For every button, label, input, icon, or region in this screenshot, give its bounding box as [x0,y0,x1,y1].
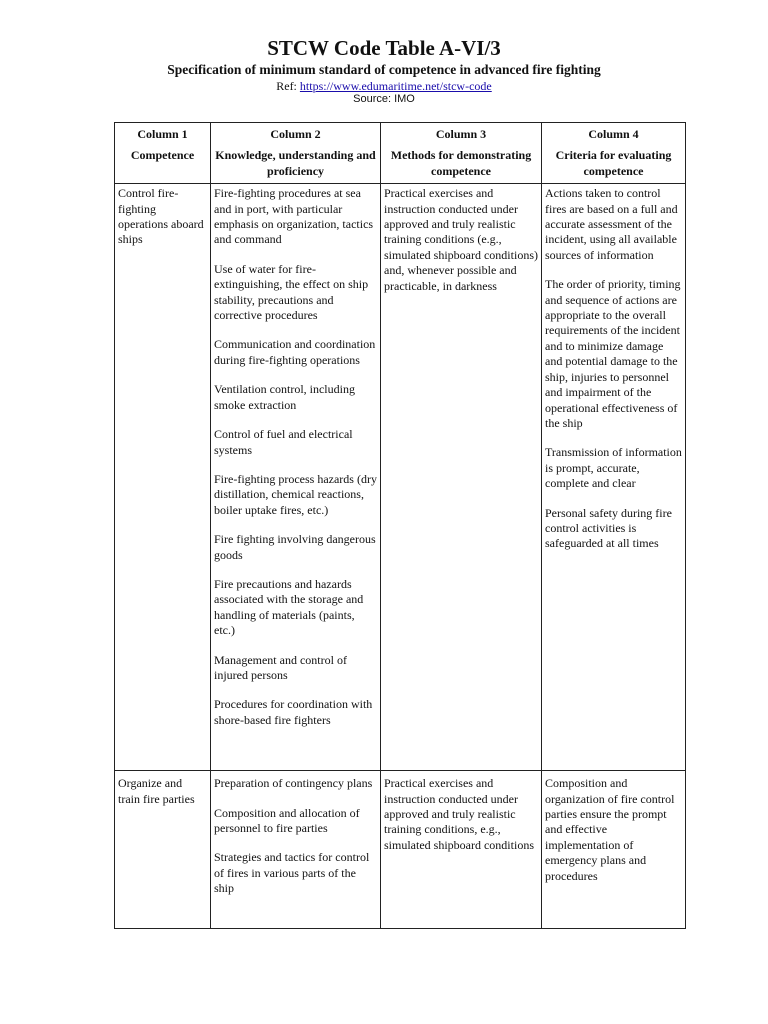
competence-text: Control fire-fighting operations aboard ships [118,186,204,247]
table-row [115,184,686,771]
criteria-item: Actions taken to control fires are based on a full and accurate assessment of the incident, using all available sources of information [545,186,678,262]
methods-text: Practical exercises and instruction conducted under approved and truly realistic training conditions, e.g., simulated shipboard conditions [384,776,534,852]
knowledge-item: Procedures for coordination with shore-based fire fighters [214,697,373,727]
knowledge-item: Control of fuel and electrical systems [214,427,353,457]
competence-text: Organize and train fire parties [118,776,195,806]
methods-cell [381,184,542,771]
criteria-item: The order of priority, timing and sequence of actions are appropriate to the overall requirements of the incident and to minimize damage and potential damage to the ship, injuries to personnel and impairment of the operational effectiveness of the ship [545,277,681,430]
column-3-heading: Methods for demonstrating competence [381,146,542,183]
document-title: STCW Code Table A-VI/3 [267,36,501,60]
ref-label: Ref: [276,79,297,93]
column-2-caption: Column 2 [211,123,381,147]
table-row [115,771,686,929]
knowledge-item: Fire precautions and hazards associated with the storage and handling of materials (paints, etc.) [214,576,364,638]
criteria-item: Transmission of information is prompt, accurate, complete and clear [545,445,682,491]
knowledge-item: Strategies and tactics for control of fires in various parts of the ship [214,850,370,896]
knowledge-item: Fire-fighting procedures at sea and in port, with particular emphasis on organization, tactics and command [214,186,374,247]
source-line: Source: IMO [353,93,415,105]
column-caption-row [115,123,686,147]
reference-line [0,79,768,93]
knowledge-item: Composition and allocation of personnel to fire parties [214,805,360,836]
document-subtitle: Specification of minimum standard of competence in advanced fire fighting [167,62,601,77]
knowledge-item: Ventilation control, including smoke extraction [214,382,355,412]
ref-link[interactable]: https://www.edumaritime.net/stcw-code [299,79,492,93]
competence-cell [115,184,211,771]
criteria-item: Personal safety during fire control activities is safeguarded at all times [545,505,672,551]
criteria-cell [542,184,686,771]
column-1-caption: Column 1 [115,123,211,147]
column-1-heading: Competence [115,146,211,183]
column-4-caption: Column 4 [542,123,686,147]
column-2-heading: Knowledge, understanding and proficiency [211,146,381,183]
knowledge-item: Management and control of injured persons [214,652,347,682]
column-4-heading: Criteria for evaluating competence [542,146,686,183]
knowledge-item: Fire-fighting process hazards (dry distillation, chemical reactions, boiler uptake fires, etc.) [214,471,377,517]
knowledge-cell [211,184,381,771]
competence-cell [115,771,211,929]
methods-cell [381,771,542,929]
knowledge-item: Fire fighting involving dangerous goods [214,532,376,562]
knowledge-item: Use of water for fire-extinguishing, the effect on ship stability, precautions and corrective procedures [214,261,369,323]
criteria-item: Composition and organization of fire control parties ensure the prompt and effective implementation of emergency plans and procedures [545,776,675,883]
column-heading-row [115,146,686,183]
knowledge-item: Preparation of contingency plans [214,776,373,791]
column-3-caption: Column 3 [381,123,542,147]
knowledge-item: Communication and coordination during fire-fighting operations [214,337,376,367]
document-header [0,36,768,106]
methods-text: Practical exercises and instruction conducted under approved and truly realistic training conditions (e.g., simulated shipboard conditions) and, whenever possible and practicable, in darkness [384,186,538,293]
criteria-cell [542,771,686,929]
knowledge-cell [211,771,381,929]
competence-table [114,122,686,929]
